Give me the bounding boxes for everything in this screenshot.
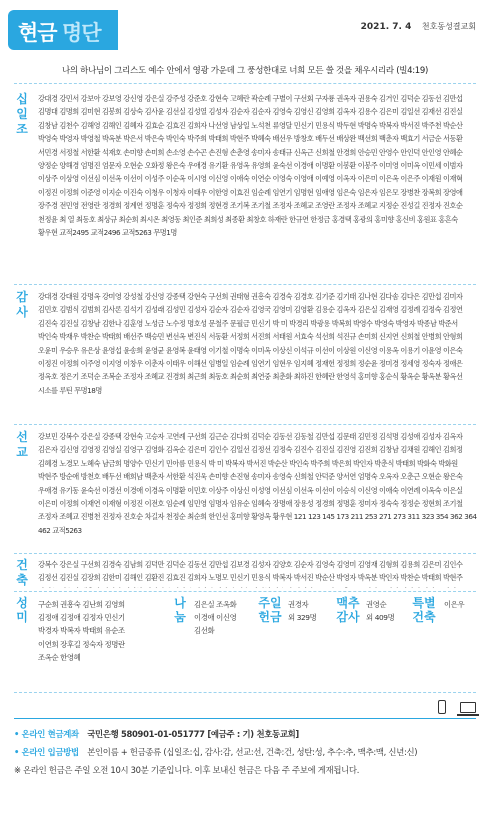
names-line: 권영순 bbox=[366, 600, 387, 609]
laptop-icon bbox=[460, 702, 476, 713]
online-account-label: • 온라인 현금계좌 bbox=[14, 729, 79, 739]
online-account: 국민은행 580901-01-051777 [예금주 : 기) 천호동교회] bbox=[87, 729, 299, 739]
section-label: 감사 bbox=[16, 290, 28, 319]
section-tithe bbox=[14, 92, 478, 280]
church-name: 천호동성결교회 bbox=[421, 22, 476, 31]
names-line: 외 409명 bbox=[366, 613, 395, 623]
names-line: 김선화 bbox=[194, 626, 215, 636]
divider bbox=[14, 718, 476, 719]
header bbox=[0, 0, 490, 56]
names-line: 권경자 bbox=[288, 600, 309, 609]
names-line: 이경애 이신영 bbox=[194, 613, 237, 623]
section-label: 십일조 bbox=[16, 92, 28, 136]
divider bbox=[14, 553, 476, 554]
header-info bbox=[361, 21, 476, 32]
page-subtitle: 명단 bbox=[62, 21, 101, 45]
names-line: 이은우 bbox=[444, 600, 465, 609]
section-thanks bbox=[14, 290, 478, 420]
names-line: 김은실 조옥화 bbox=[194, 600, 237, 609]
section-label: 주일헌금 bbox=[258, 596, 282, 624]
divider bbox=[14, 83, 476, 84]
names-line: 조옥순 한영혜 bbox=[38, 652, 81, 662]
section-names bbox=[366, 598, 394, 624]
divider bbox=[14, 284, 476, 285]
names-line: 구순희 권흥숙 김난희 김영희 bbox=[38, 600, 125, 609]
section-names bbox=[444, 598, 464, 611]
scripture-verse: 나의 하나님이 그리스도 예수 안에서 영광 가운데 그 풍성한대로 너희 모든 쓸 것을 채우시리라 (빌4:19) bbox=[61, 66, 429, 76]
phone-icon bbox=[438, 700, 446, 714]
bulletin-date: 2021. 7. 4 bbox=[360, 22, 412, 32]
online-method-label: • 온라인 입금방법 bbox=[14, 747, 79, 757]
names-line: 박경자 박복자 박태희 유순조 bbox=[38, 626, 125, 636]
names-line: 이연희 장후길 정숙자 정명란 bbox=[38, 639, 125, 649]
section-names: 강보민 강복수 강은실 강종택 강현숙 고승자 고연례 구선희 김근순 김다희 김덕순 김동선 김동철 김만섭 김문태 김민정 김석명 김성애 김성자 김옥자 김은자 김신영 김영정 김영실 김영구 김영화 김옥순 김은미 김인수 김일선 김정선 김정숙 김진수 김진실 김진영 김진희 김창남 김채원 김해인 김희정 김혜경 노경모 노혜숙 남금희 명양수 민신기 민아름 민용식 박 미 박복자 박서진 박순산 박인숙 박주희 박은희 박인자 박춘식 박태희 박화숙 박화원 박현주 방순애 방천호 배두선 배희남 백춘자 서한환 석진욱 손미향 손진형 송미자 송영숙 신희철 안덕준 양서연 엄명숙 오옥자 오춘근 오현순 왕은숙 우애경 유기동 윤숙선 이경선 이경애 이경옥 이명환 이민호 이상주 이상신 이성영 이선심 이선옥 이선이 이승식 이신영 이애숙 이연례 이옥숙 이은실 이은미 이정희 이재연 이재형 이정진 이전호 임순례 임민영 임명자 임유순 임혜숙 장명애 장용성 정경희 정명훈 정미자 정숙숙 정정순 정현희 조기철 조정자 조혜교 진병천 진정자 진호순 차길자 천정순 최순희 한인선 홍미향 황영옥 황우현 121 123 145 173 211 253 271 273 311 323 354 362 364 462 교적5263 bbox=[38, 432, 477, 535]
divider bbox=[14, 424, 476, 425]
section-building bbox=[14, 558, 478, 588]
section-names bbox=[288, 598, 316, 624]
online-account-row bbox=[14, 728, 478, 740]
online-note: ※ 온라인 헌금은 주일 오전 10시 30분 기준입니다. 이후 보내신 헌금은 다음 주 주보에 게재됩니다. bbox=[14, 765, 360, 775]
section-label: 건축 bbox=[16, 558, 28, 587]
page-title: 현금 bbox=[18, 21, 57, 45]
divider bbox=[14, 692, 476, 693]
online-icons bbox=[438, 700, 476, 714]
page-title-box bbox=[8, 10, 118, 50]
divider bbox=[14, 591, 476, 592]
section-label: 성미 bbox=[16, 596, 28, 624]
section-label: 나눔 bbox=[174, 596, 186, 624]
section-names bbox=[38, 598, 125, 664]
section-label: 특별건축 bbox=[412, 596, 436, 624]
section-names: 강대경 강대원 강명옥 강미영 강성철 강신영 강종택 강현숙 구선희 권태형 권흥숙 김경숙 김경호 김기준 김기태 김나현 김다솜 김다은 김만섭 김미자 김민호 김범식 김범희 김사론 김석기 김성래 김성민 김성자 김순자 김순자 김영국 김영미 김영환 김용순 김옥자 김은실 김재영 김정례 김정숙 김정연 김진숙 김진실 김창남 김한나 김훈영 노성금 노수정 명호성 문철주 문필금 민신기 박 미 박경리 박광용 박복희 박영수 박영숙 박영자 박종남 박준서 박인숙 박재우 박찬순 박태희 배선주 백승민 변선옥 변진식 서동환 서정희 서진희 서태원 서효숙 석선희 석진규 손미희 신지연 신희철 안병희 안형희 오윤미 우승우 유은상 윤영섭 윤송희 윤영균 윤영복 윤태영 이기철 이명숙 이미옥 이상신 이석규 이선이 이상원 이신영 이용옥 이용기 이윤영 이은숙 이정진 이정희 이주영 이지영 이창우 이춘자 이태우 이해선 임병일 임순례 임연기 임현우 임지혜 정재헌 정정희 정순윤 정미경 정세영 정숙자 정애은 정옥호 정은기 조덕순 조복순 조정자 조혜교 진경희 최근희 최동호 최순희 최연중 최춘화 최하진 한혜란 한영석 홍미향 홍순식 황옥순 황옥분 황옥선 시소를 루틴 무명18명 bbox=[38, 292, 463, 395]
names-line: 김정애 김정애 김정자 민신기 bbox=[38, 613, 125, 623]
section-label: 맥추감사 bbox=[336, 596, 360, 624]
section-names: 강복수 강은실 구선희 김경숙 김남희 김덕만 김덕순 김동선 김만섭 김보경 김성자 김양호 김순자 김영숙 김영미 김영재 김형희 김용희 김은미 김인수 김정선 김진실 김장희 김한미 김해인 김환진 김효진 김희자 노명모 민신기 민용식 박복자 박서진 박순산 박영자 박옥분 박인자 박찬순 박태희 박현주 bbox=[38, 560, 463, 583]
names-line: 외 329명 bbox=[288, 613, 317, 623]
section-label: 선교 bbox=[16, 430, 28, 459]
section-names bbox=[194, 598, 236, 638]
section-mission bbox=[14, 430, 478, 550]
online-method: 본인이름 + 헌금종류 (십일조:십, 감사:감, 선교:선, 건축:건, 성탄:성, 추수:추, 맥추:맥, 신년:신) bbox=[87, 747, 418, 757]
online-method-row bbox=[14, 746, 478, 758]
section-names: 강대경 강민서 강보아 강보영 강신영 강은실 강주성 강준호 강현숙 고혜란 곽순례 구별이 구선회 구자룡 권옥자 권용숙 김거인 김덕순 김동선 김만섭 김명대 김명희 김미현 김봉희 김상숙 김사윤 김선실 김성열 김성자 김순자 김순자 김영숙 김영신 김영희 김옥자 김용수 김은미 김일선 김재선 김진실 김창남 김천수 김해영 김해인 김혜자 김효순 김효진 김희자 나선영 남상일 노석천 류영달 민신기 민용식 박두현 박명숙 박복자 박서진 박주천 박순산 박영숙 박영자 박영철 박옥분 박은서 박은숙 박인숙 박주희 박태희 박현주 박혜숙 배선우 방창호 배두선 배상완 백선희 백춘자 백효기 서금순 서동환 서민경 서정철 서한환 석재호 손미향 손미희 손소영 손수곤 손진형 손춘영 송미자 송태규 신옥근 신희철 안경희 안승민 안영수 안인덕 안인영 안혜순 양정순 양해경 엄명진 엄문자 오현순 오화정 왕은숙 우애경 유기환 유영옥 유영희 윤숙선 이경애 이명환 이봉환 이봉주 이미영 이미옥 이민세 이범자 이상주 이상영 이선심 이선옥 이선이 이성주 이순옥 이시영 이신영 이애숙 이연순 이영숙 이영애 이예영 이옥자 이은미 이은옥 이은주 이재원 이재혁 이정진 이정희 이준영 이지순 이진숙 이청우 이청자 이태우 이한영 이효진 임순례 임연기 임명현 임애영 임은숙 임은자 임은모 장병찬 장복희 장영애 장주경 전민영 전영란 정경희 정계연 정명훈 정숙자 정정희 정현경 조기복 조기철 조정자 조혜교 조영란 조정자 조혜교 지정순 진성길 진정자 진호순 천정윤 최 열 최동호 최상규 최순희 최시온 최영동 최인준 최희성 최종환 최창호 하재란 한규연 한정금 홍경택 홍광의 홍미향 홍신비 홍원표 홍흔숙 황우현 교적2495 교적2496 교적5263 무명1명 bbox=[38, 94, 463, 238]
